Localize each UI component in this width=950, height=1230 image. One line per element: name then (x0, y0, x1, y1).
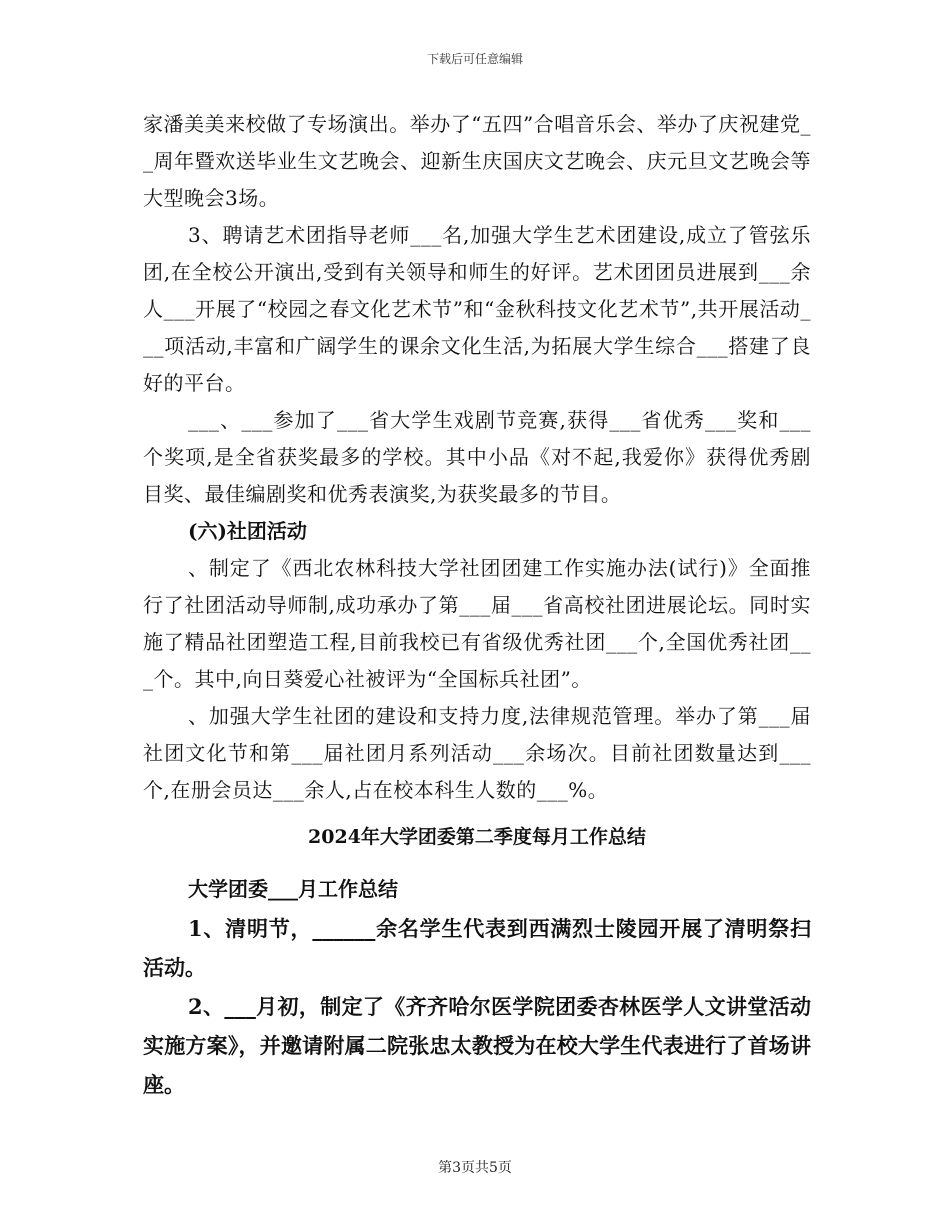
section-heading-club-activities: (六)社团活动 (188, 519, 307, 543)
document-body (143, 106, 811, 1104)
page-header: 下载后可任意编辑 (426, 52, 523, 66)
monthly-summary-heading: 大学团委___月工作总结 (188, 877, 398, 901)
summary-item-2: 2、___月初，制定了《齐齐哈尔医学院团委杏林医学人文讲堂活动实施方案》，并邀请附属二院张忠太教授为在校大学生代表进行了首场讲座。 (143, 994, 811, 1097)
paragraph-performances: 家潘美美来校做了专场演出。举办了“五四”合唱音乐会、举办了庆祝建党__周年暨欢送毕业生文艺晚会、迎新生庆国庆文艺晚会、庆元旦文艺晚会等大型晚会3场。 (143, 112, 811, 210)
paragraph-drama-festival: ___、___参加了___省大学生戏剧节竞赛,获得___省优秀___奖和___个奖项,是全省获奖最多的学校。其中小品《对不起,我爱你》获得优秀剧目奖、最佳编剧奖和优秀表演奖,为获奖最多的节目。 (143, 408, 811, 506)
paragraph-club-support: 、加强大学生社团的建设和支持力度,法律规范管理。举办了第___届社团文化节和第___届社团月系列活动___余场次。目前社团数量达到___个,在册会员达___余人,占在校本科生人数的___%。 (143, 704, 811, 802)
paragraph-club-policy: 、制定了《西北农林科技大学社团团建工作实施办法(试行)》全面推行了社团活动导师制,成功承办了第___届___省高校社团进展论坛。同时实施了精品社团塑造工程,目前我校已有省级优秀社团___个,全国优秀社团___个。其中,向日葵爱心社被评为“全国标兵社团”。 (143, 556, 811, 691)
paragraph-art-troupe: 3、聘请艺术团指导老师___名,加强大学生艺术团建设,成立了管弦乐团,在全校公开演出,受到有关领导和师生的好评。艺术团团员进展到___余人___开展了“校园之春文化艺术节”和“金秋科技文化艺术节”,共开展活动___项活动,丰富和广阔学生的课余文化生活,为拓展大学生综合___搭建了良好的平台。 (143, 223, 811, 395)
page-footer: 第3页共5页 (438, 1160, 512, 1176)
document-title: 2024年大学团委第二季度每月工作总结 (308, 826, 646, 848)
summary-item-1: 1、清明节，______余名学生代表到西满烈士陵园开展了清明祭扫活动。 (143, 916, 811, 980)
